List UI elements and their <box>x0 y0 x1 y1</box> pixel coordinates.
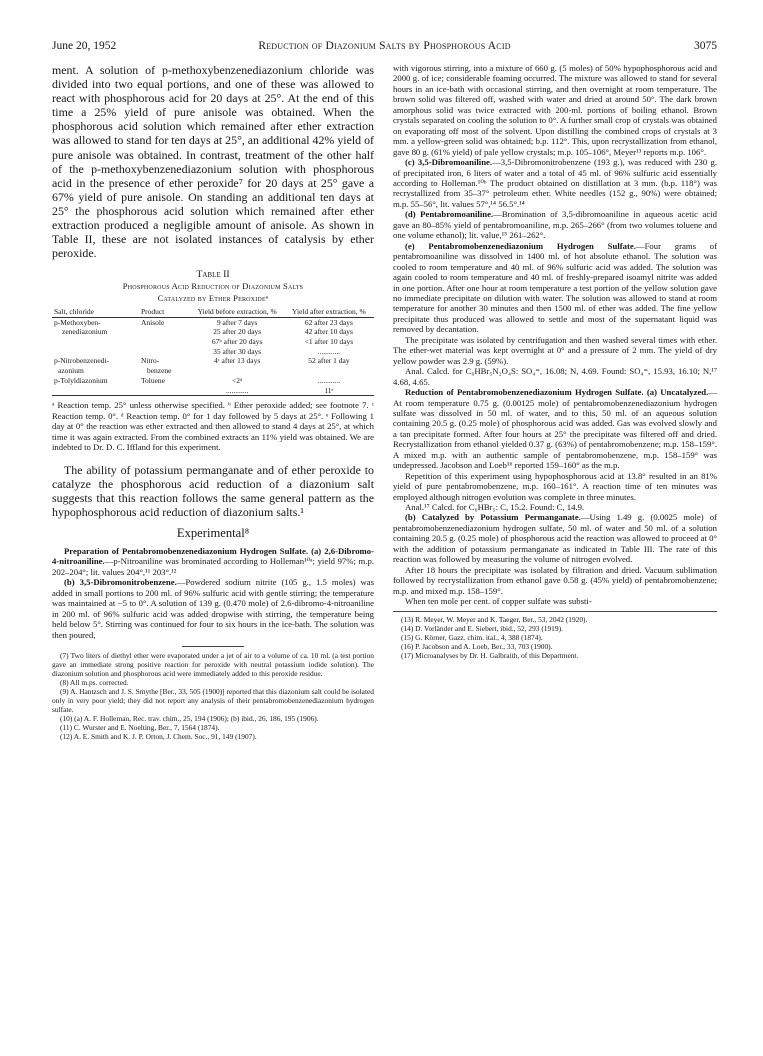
experimental-text: —Bromination of 3,5-dibromoaniline in aqueous acetic acid gave an 80–85% yield of pentabromoaniline, m.p. 265–266° (from two volumes toluene and one volume ethanol); lit. value,¹⁵ 261–262°. <box>393 209 717 241</box>
table-cell: 25 after 20 days <box>213 327 262 337</box>
experimental-paragraph: When ten mole per cent. of copper sulfate was substi- <box>405 596 592 607</box>
subsection-title: Preparation of Pentabromobenzenediazonium Hydrogen Sulfate. <box>64 545 309 556</box>
footnote-divider <box>393 611 717 612</box>
table-header-cell: Salt, chloride <box>52 307 139 317</box>
experimental-text: —Powdered sodium nitrite (105 g., 1.5 moles) was added in small portions to 200 ml. of 96% sulfuric acid with gentle stirring; the temperature was maintained at −5 to 0°. A solution of 139 g. (0.470 mole) of 2,6-dibromo-4-nitroaniline in 200 ml. of 96% sulfuric acid was added dropwise with stirring, the temperature being held below 5°. Stirring was continued for four to six hours in the ice-bath. The solution was then poured, <box>52 577 374 640</box>
subsection-title: (b) 3,5-Dibromonitrobenzene. <box>64 577 177 588</box>
experimental-paragraph: with vigorous stirring, into a mixture of 660 g. (5 moles) of 50% hypophosphorous acid and 2000 g. of ice; considerable foaming occurred. The mixture was allowed to stand for several hours in an ice-bath with occasional stirring, and then overnight at room temperature. The brown solid was filtered off, washed with water and dried at around 50°. The dark brown amorphous solid was twice extracted with 200-ml. portions of boiling ethanol. Brown crystals separated on cooling the solution to 0°. A further small crop of crystals was obtained on evaporating off most of the solvent. Upon distilling the combined crops of crystals at 3 mm. a yellow-green solid was obtained; b.p. 112°. This, upon recrystallization from ethanol, gave 80 g. (61% yield) of pale yellow crystals; m.p. 105–106°, Meyer¹³ reports m.p. 106°. <box>393 63 717 157</box>
header-title: Reduction of Diazonium Salts by Phosphorous Acid <box>258 40 511 52</box>
table-row <box>52 356 374 366</box>
footnote-divider <box>182 646 244 647</box>
footnote: (7) Two liters of diethyl ether were evaporated under a jet of air to a volume of ca. 10 ml. (a test portion gave an immediate strong positive reaction for peroxide with neutral potassium iodide solution). The diazonium solution and phosphorous acid were immediately added to this peroxide residue. <box>52 650 374 679</box>
experimental-text: —Four grams of pentabromoaniline was dissolved in 1400 ml. of hot absolute ethanol. The solution was cooled to room temperature and 40 ml. of 96% sulfuric acid was added. The solution was again cooled to room temperature and 40 ml. of freshly-prepared isoamyl nitrite was added in one portion. After one hour at room temperature a test portion of the yellow solution gave no immediate precipitate on dilution with water. The solution was allowed to stand at room temperature for another 30 minutes and then 1500 ml. of ether was added. The fine yellow precipitate thus produced was allowed to settle and most of the supernatant liquid was removed by decantation. <box>393 240 717 335</box>
footnote: (11) C. Wurster and E. Noelting, Ber., 7, 1564 (1874). <box>60 723 220 733</box>
table-header-cell: Product <box>139 307 191 317</box>
table-cell: <1 after 10 days <box>304 337 354 347</box>
footnote: (10) (a) A. F. Holleman, Rec. trav. chim., 25, 194 (1906); (b) ibid., 26, 186, 195 (1906). <box>60 714 319 724</box>
subsection-title: (b) Catalyzed by Potassium Permanganate. <box>405 512 581 523</box>
journal-page <box>52 0 717 1056</box>
right-column <box>393 63 717 660</box>
subsection-title: (e) Pentabromobenzenediazonium Hydrogen Sulfate. <box>405 240 636 251</box>
experimental-paragraph <box>393 512 717 564</box>
footnote: (15) G. Körner, Gazz. chim. ital., 4, 388 (1874). <box>401 632 543 642</box>
table-cell: azonium <box>58 366 84 376</box>
table-cell: 42 after 10 days <box>304 327 353 337</box>
experimental-paragraph <box>52 577 374 640</box>
experimental-paragraph <box>393 209 717 240</box>
table-cell: 62 after 23 days <box>304 317 353 327</box>
table-row <box>52 337 374 347</box>
table-cell <box>139 386 191 396</box>
experimental-paragraph: After 18 hours the precipitate was isolated by filtration and dried. Vacuum sublimation followed by recrystallization from ethanol gave 0.58 g. (45% yield) of pentabromobenzene; m.p. and mixed m.p. 158–159°. <box>393 564 717 596</box>
table-2 <box>52 307 374 396</box>
table-row <box>52 376 374 386</box>
footnote: (9) A. Hantzsch and J. S. Smythe [Ber., 33, 505 (1900)] reported that this diazonium salt could be isolated only in very poor yield; they did not report any analysis of their pentabromobenzenediazonium hydrogen sulfate. <box>52 687 374 715</box>
table-header-row <box>52 307 374 317</box>
analysis-line: Anal.¹⁷ Calcd. for C₆HBr₅: C, 15.2. Found: C, 14.9. <box>405 502 585 513</box>
header-page-number: 3075 <box>694 40 717 52</box>
table-row <box>52 347 374 357</box>
table-cell <box>284 366 374 376</box>
footnote: (16) P. Jacobson and A. Loeb, Ber., 33, 703 (1900). <box>401 641 553 651</box>
table-cell: Toluene <box>140 375 165 385</box>
experimental-paragraph: The precipitate was isolated by centrifugation and then washed several times with ether. The ether-wet material was kept overnight at 0° and a pressure of 2 mm. The yield of dry yellow powder was 2.9 g. (59%). <box>393 334 717 366</box>
table-cell: ............ <box>190 386 283 396</box>
table-cell <box>139 337 191 347</box>
experimental-paragraph <box>393 241 717 335</box>
table-caption: Phosphorous Acid Reduction of Diazonium Salts <box>122 281 304 292</box>
experimental-paragraph: Repetition of this experiment using hypophosphorous acid at 13.8° resulted in an 81% yield of pure pentabromobenzene, m.p. 160–161°. A reaction time of ten minutes was employed although nitrogen evolution was complete in three minutes. <box>393 470 717 502</box>
table-cell <box>139 327 191 337</box>
table-cell <box>190 366 283 376</box>
table-cell: zenediazonium <box>62 327 108 337</box>
experimental-text: —p-Nitroaniline was brominated according to Holleman¹⁰ᵃ; yield 97%; m.p. 202–204°; lit. values 204°,¹¹ 203°.¹² <box>52 556 374 577</box>
body-paragraph: ment. A solution of p-methoxybenzenediazonium chloride was divided into two equal portions, and one of these was allowed to react with phosphorous acid for 20 days at 25°. At the end of this time a 25% yield of pure anisole was obtained. When the phosphorous acid solution which remained after ether extraction was allowed to stand for ten days at 25°, an additional 42% yield of pure anisole was obtained. In contrast, treatment of the other half of the p-methoxybenzenediazonium solution with phosphorous acid in the presence of ether peroxide⁷ for 20 days at 25° gave a 67% yield of pure anisole. On standing an additional ten days at 25° the phosphorous acid solution which remained after ether extraction produced a negligible amount of anisole. As shown in Table II, these are not isolated instances of catalysis by ether peroxide. <box>52 63 374 261</box>
table-cell: 9 after 7 days <box>216 317 258 327</box>
section-heading-experimental: Experimental⁸ <box>176 525 250 540</box>
table-cell: ............ <box>317 346 341 356</box>
footnote: (12) A. E. Smith and K. J. P. Orton, J. Chem. Soc., 91, 149 (1907). <box>60 732 257 742</box>
table-cell: ............ <box>317 375 341 385</box>
table-cell: p-Methoxyben- <box>54 317 101 327</box>
table-header-cell: Yield before extraction, % <box>190 307 283 317</box>
table-cell <box>52 347 139 357</box>
table-row <box>52 366 374 376</box>
table-cell <box>139 347 191 357</box>
table-cell: 67ᵇ after 20 days <box>211 337 263 347</box>
experimental-paragraph <box>393 157 717 209</box>
experimental-paragraph <box>52 546 374 577</box>
table-row <box>52 327 374 337</box>
footnotes-left <box>52 651 374 741</box>
footnote: (17) Microanalyses by Dr. H. Galbraith, of this Department. <box>401 650 579 660</box>
table-cell: Anisole <box>140 317 165 327</box>
experimental-text: —3,5-Dibromonitrobenzene (193 g.), was reduced with 230 g. of precipitated iron, 6 liters of water and a total of 45 ml. of 96% sulfuric acid essentially according to Holleman.¹⁰ᵇ The product obtained on distillation at 3 mm. (b.p. 118°) was recrystallized from 35–37° petroleum ether. White needles (152 g., 90%) were obtained; m.p. 55–56°, lit. values 57°,¹⁴ 56.5°.¹⁴ <box>393 157 718 209</box>
table-title: Table II <box>196 269 230 281</box>
analysis-line: Anal. Calcd. for C₆HBr₅N₂O₄S: SO₄⁼, 16.08; N, 4.69. Found: SO₄⁼, 15.93, 16.10; N,¹⁷ 4.68, 4.65. <box>393 366 717 387</box>
footnote: (14) D. Vorländer and E. Siebert, ibid., 52, 293 (1919). <box>401 623 563 633</box>
footnote: (8) All m.ps. corrected. <box>60 678 129 688</box>
subsection-title: (a) 2,6-Dibromo-4-nitroaniline. <box>52 545 375 567</box>
experimental-text: —At room temperature 0.75 g. (0.00125 mole) of pentabromobenzenediazonium hydrogen sulfate was dissolved in 50 ml. of water, and to this, 50 ml. of an aqueous solution containing 20.5 g. (0.25 mole) of phosphorous acid was added. Gas was evolved slowly and a tan precipitate formed. After four hours at 25° the precipitate was filtered off and dried. Recrystallization from ethanol yielded 0.37 g. (63%) of pentabromobenzene; m.p. 158–159°. A mixed m.p. with an authentic sample of pentabromobenzene, m.p. 158–159° was undepressed. Jacobson and Loeb¹⁶ reported 159–160° as the m.p. <box>393 387 717 471</box>
table-cell: p-Tolyldiazonium <box>54 375 108 385</box>
experimental-paragraph <box>393 387 717 471</box>
table-cell: <2ᵈ <box>231 375 243 385</box>
table-cell: 4ᶜ after 13 days <box>214 356 261 366</box>
table-header-cell: Yield after extraction, % <box>284 307 374 317</box>
table-cell: 52 after 1 day <box>308 356 350 366</box>
table-cell: 11ᵉ <box>284 386 374 396</box>
footnote: (13) R. Meyer, W. Meyer and K. Taeger, Ber., 53, 2042 (1920). <box>401 614 588 624</box>
table-caption: Catalyzed by Ether Peroxideᵃ <box>157 292 269 303</box>
left-column <box>52 63 374 741</box>
subsection-title: Reduction of Pentabromobenzenediazonium Hydrogen Sulfate. (a) Uncatalyzed. <box>405 387 709 398</box>
running-header <box>52 40 717 56</box>
table-cell: Nitro- <box>140 356 160 366</box>
table-cell: 35 after 30 days <box>213 346 262 356</box>
subsection-title: (c) 3,5-Dibromoaniline. <box>405 157 493 168</box>
table-footnote: ᵃ Reaction temp. 25° unless otherwise specified. ᵇ Ether peroxide added; see footnote 7. ᶜ Reaction temp. 0°. ᵈ Reaction temp. 0° for 1 day followed by 5 days at 25°. ᵉ Following 1 day at 0° the reaction was ether extracted and then allowed to stand 4 days at 25°, at which time it was again extracted. From the combined extracts an 11% yield was obtained. We are indebted to Dr. D. C. Iffland for this experiment. <box>52 400 374 453</box>
table-cell: benzene <box>146 366 172 376</box>
footnotes-right <box>393 615 717 660</box>
table-row <box>52 386 374 396</box>
experimental-text: —Using 1.49 g. (0.0025 mole) of pentabromobenzenediazonium hydrogen sulfate, 50 ml. of water and 50 ml. of a solution containing 20.5 g. (0.25 mole) of phosphorous acid the reaction was allowed to proceed at 0° with the addition of potassium permanganate as indicated in Table III. The rate of this reaction was followed by measuring the volume of nitrogen evolved. <box>393 512 718 565</box>
header-date: June 20, 1952 <box>52 40 117 52</box>
body-paragraph: The ability of potassium permanganate and of ether peroxide to catalyze the phosphorous acid reduction of a diazonium salt suggests that this reaction follows the same general pattern as the hypophosphorous acid reduction of diazonium salts.¹ <box>52 462 374 519</box>
subsection-title: (d) Pentabromoaniline. <box>405 209 494 220</box>
table-cell <box>52 386 139 396</box>
table-row <box>52 317 374 327</box>
table-cell <box>52 337 139 347</box>
table-cell: p-Nitrobenzenedi- <box>54 356 109 366</box>
